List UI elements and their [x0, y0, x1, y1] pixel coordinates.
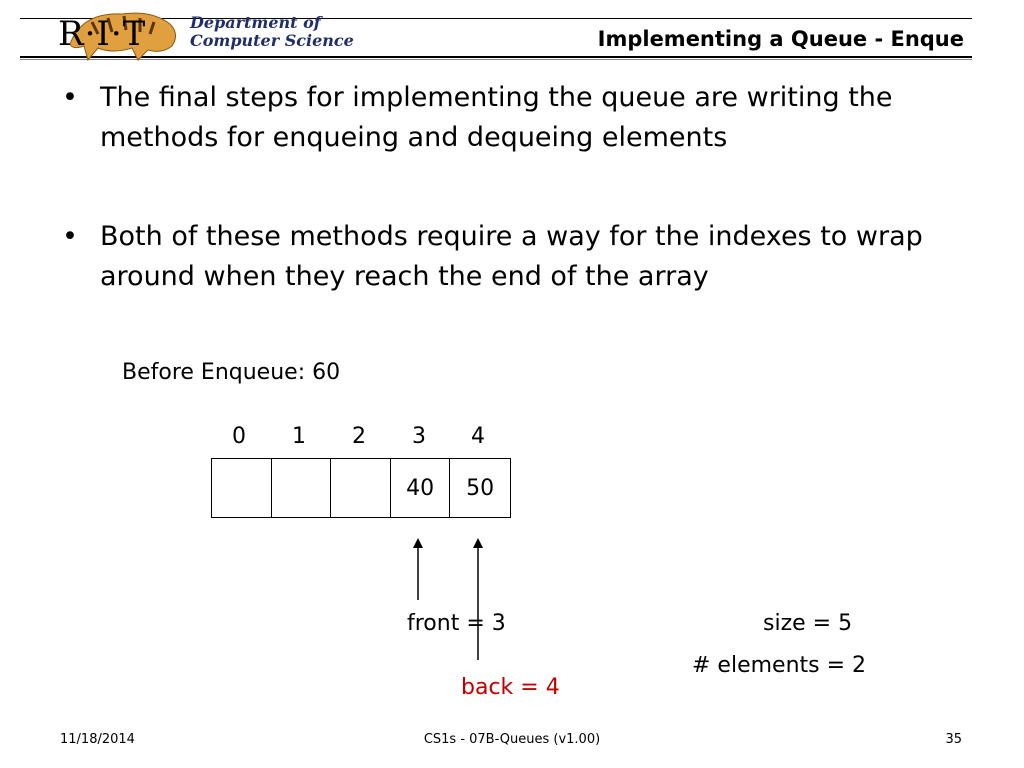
- before-enqueue-label: Before Enqueue: 60: [122, 360, 341, 385]
- elements-count-label: # elements = 2: [692, 653, 867, 678]
- logo-department-line2: Computer Science: [190, 31, 354, 50]
- array-cell: [331, 459, 391, 517]
- logo-department-line1: Department of: [190, 13, 321, 32]
- slide-title: Implementing a Queue - Enque: [597, 27, 964, 51]
- array-index: 2: [352, 424, 366, 449]
- array-index: 0: [232, 424, 246, 449]
- array-cell: [272, 459, 332, 517]
- footer-date: 11/18/2014: [60, 732, 135, 747]
- size-label: size = 5: [763, 611, 853, 636]
- bullet-marker: •: [62, 221, 78, 252]
- array-index: 1: [292, 424, 306, 449]
- footer-page-number: 35: [945, 732, 962, 747]
- bullet-item: [62, 78, 962, 158]
- bullet-text: The final steps for implementing the queue are writing the methods for enqueing and dequeing elements: [100, 82, 893, 153]
- array-cell: 40: [391, 459, 451, 517]
- array-cell: [212, 459, 272, 517]
- array-index: 3: [412, 424, 426, 449]
- bullet-item: [62, 217, 962, 297]
- queue-array: [211, 458, 511, 518]
- back-arrow-icon: [473, 538, 483, 660]
- front-arrow-icon: [413, 538, 423, 600]
- back-label: back = 4: [461, 675, 560, 700]
- bullet-marker: •: [62, 82, 78, 113]
- array-index: 4: [471, 424, 485, 449]
- pointer-arrows: [400, 530, 500, 670]
- array-cell: 50: [466, 475, 495, 501]
- footer-course: CS1s - 07B-Queues (v1.00): [423, 732, 601, 747]
- logo-department: [190, 14, 354, 50]
- logo-letters: R·I·T: [58, 14, 147, 54]
- front-label: front = 3: [407, 611, 506, 636]
- bullet-text: Both of these methods require a way for the indexes to wrap around when they reach the end of the array: [100, 221, 923, 292]
